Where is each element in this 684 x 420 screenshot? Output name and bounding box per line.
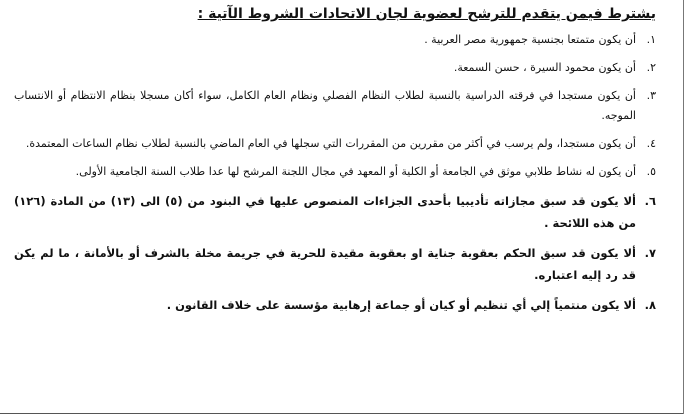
condition-number: ١. [646, 33, 656, 46]
conditions-heading: يشترط فيمن يتقدم للترشح لعضوية لجان الاتحادات الشروط الآتية : [197, 6, 656, 22]
condition-text: أن يكون مستجدا، ولم يرسب في أكثر من مقررين من المقررات التي سجلها في العام الماضي بالنسبة لطلاب نظام الساعات المعتمدة. [25, 137, 636, 150]
condition-item-5 [14, 162, 656, 182]
condition-item-3 [14, 86, 656, 126]
condition-number: ٥. [646, 165, 656, 178]
condition-item-2 [14, 58, 656, 78]
condition-number: ٢. [646, 61, 656, 74]
condition-text: ألا يكون قد سبق الحكم بعقوبة جناية او بعقوبة مقيدة للحرية في جريمة مخلة بالشرف أو بالأمانة ، ما لم يكن قد رد إليه اعتباره. [14, 246, 636, 282]
condition-text: أن يكون له نشاط طلابي موثق في الجامعة أو الكلية أو المعهد في مجال اللجنة المرشح لها عدا طلاب السنة الجامعية الأولى. [75, 165, 636, 178]
condition-text: ألا يكون منتمياً إلي أي تنظيم أو كيان أو جماعة إرهابية مؤسسة على خلاف القانون . [166, 298, 636, 312]
conditions-list [14, 30, 656, 324]
condition-item-4 [14, 134, 656, 154]
condition-text: ألا يكون قد سبق مجازاته تأديبيا بأحدى الجزاءات المنصوص عليها في البنود من (٥) الى (١٣) من المادة (١٢٦) من هذه اللائحة . [14, 194, 636, 230]
condition-item-6 [14, 190, 656, 234]
condition-number: ٤. [646, 137, 656, 150]
condition-number: ٧. [644, 246, 656, 260]
condition-item-1 [14, 30, 656, 50]
condition-item-7 [14, 242, 656, 286]
condition-text: أن يكون متمتعا بجنسية جمهورية مصر العربية . [424, 33, 636, 46]
condition-number: ٨. [644, 298, 656, 312]
page-border-bottom [0, 413, 684, 414]
condition-text: أن يكون محمود السيرة ، حسن السمعة. [453, 61, 636, 74]
condition-item-8 [14, 294, 656, 316]
condition-number: ٦. [644, 194, 656, 208]
condition-text: أن يكون مستجدا في فرقته الدراسية بالنسبة لطلاب النظام الفصلي ونظام العام الكامل، سواء أكان مسجلا بنظام الانتظام أو الانتساب الموجه. [14, 89, 636, 122]
condition-number: ٣. [646, 89, 656, 102]
